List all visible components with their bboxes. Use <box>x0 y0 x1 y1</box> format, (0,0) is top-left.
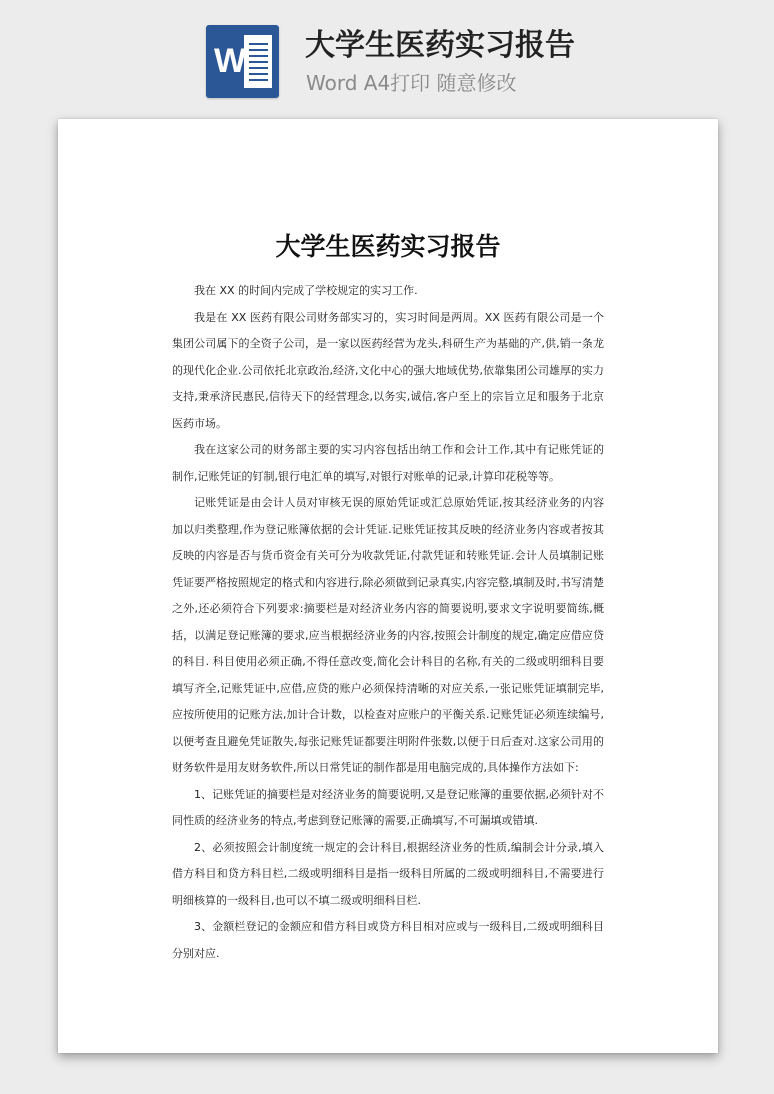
document-title: 大学生医药实习报告 <box>275 232 501 261</box>
word-icon <box>206 25 279 98</box>
paragraph: 记账凭证是由会计人员对审核无误的原始凭证或汇总原始凭证,按其经济业务的内容加以归类整理,作为登记账簿依据的会计凭证.记账凭证按其反映的经济业务内容或者按其反映的内容是否与货币资金有关可分为收款凭证,付款凭证和转账凭证.会计人员填制记账凭证要严格按照规定的格式和内容进行,除必须做到记录真实,内容完整,填制及时,书写清楚之外,还必须符合下列要求:摘要栏是对经济业务内容的简要说明,要求文字说明要简练,概括，以满足登记账簿的要求,应当根据经济业务的内容,按照会计制度的规定,确定应借应贷的科目. 科目使用必须正确,不得任意改变,简化会计科目的名称,有关的二级或明细科目要填写齐全,记账凭证中,应借,应贷的账户必须保持清晰的对应关系,一张记账凭证填制完毕,应按所使用的记账方法,加计合计数，以检查对应账户的平衡关系.记账凭证必须连续编号,以便考查且避免凭证散失,每张记账凭证都要注明附件张数,以便于日后查对.这家公司用的财务软件是用友财务软件,所以日常凭证的制作都是用电脑完成的,具体操作方法如下: <box>172 496 604 774</box>
document-body <box>172 278 604 967</box>
header-subtitle: Word A4打印 随意修改 <box>306 71 517 95</box>
paragraph: 3、金额栏登记的金额应和借方科目或贷方科目相对应或与一级科目,二级或明细科目分别对应. <box>172 920 604 960</box>
paragraph: 我在 XX 的时间内完成了学校规定的实习工作. <box>194 284 418 297</box>
header-title: 大学生医药实习报告 <box>305 28 575 63</box>
paragraph: 2、必须按照会计制度统一规定的会计科目,根据经济业务的性质,编制会计分录,填入借方科目和贷方科目栏,二级或明细科目是指一级科目所属的二级或明细科目,不需要进行明细核算的一级科目,也可以不填二级或明细科目栏. <box>172 840 604 907</box>
word-icon-document <box>244 35 272 88</box>
header-banner <box>0 0 774 112</box>
paragraph: 1、记账凭证的摘要栏是对经济业务的简要说明,又是登记账簿的重要依据,必须针对不同性质的经济业务的特点,考虑到登记账簿的需要,正确填写,不可漏填或错填. <box>172 787 604 827</box>
paragraph: 我是在 XX 医药有限公司财务部实习的，实习时间是两周。XX 医药有限公司是一个集团公司属下的全资子公司，是一家以医药经营为龙头,科研生产为基础的产,供,销一条龙的现代化企业.公司依托北京政治,经济,文化中心的强大地域优势,依靠集团公司雄厚的实力支持,秉承济民惠民,信待天下的经营理念,以务实,诚信,客户至上的宗旨立足和服务于北京医药市场。 <box>172 310 604 430</box>
word-icon-letter: W <box>214 42 247 80</box>
paragraph: 我在这家公司的财务部主要的实习内容包括出纳工作和会计工作,其中有记账凭证的制作,记账凭证的钉制,银行电汇单的填写,对银行对账单的记录,计算印花税等等。 <box>172 443 604 483</box>
document-page <box>58 119 718 1053</box>
